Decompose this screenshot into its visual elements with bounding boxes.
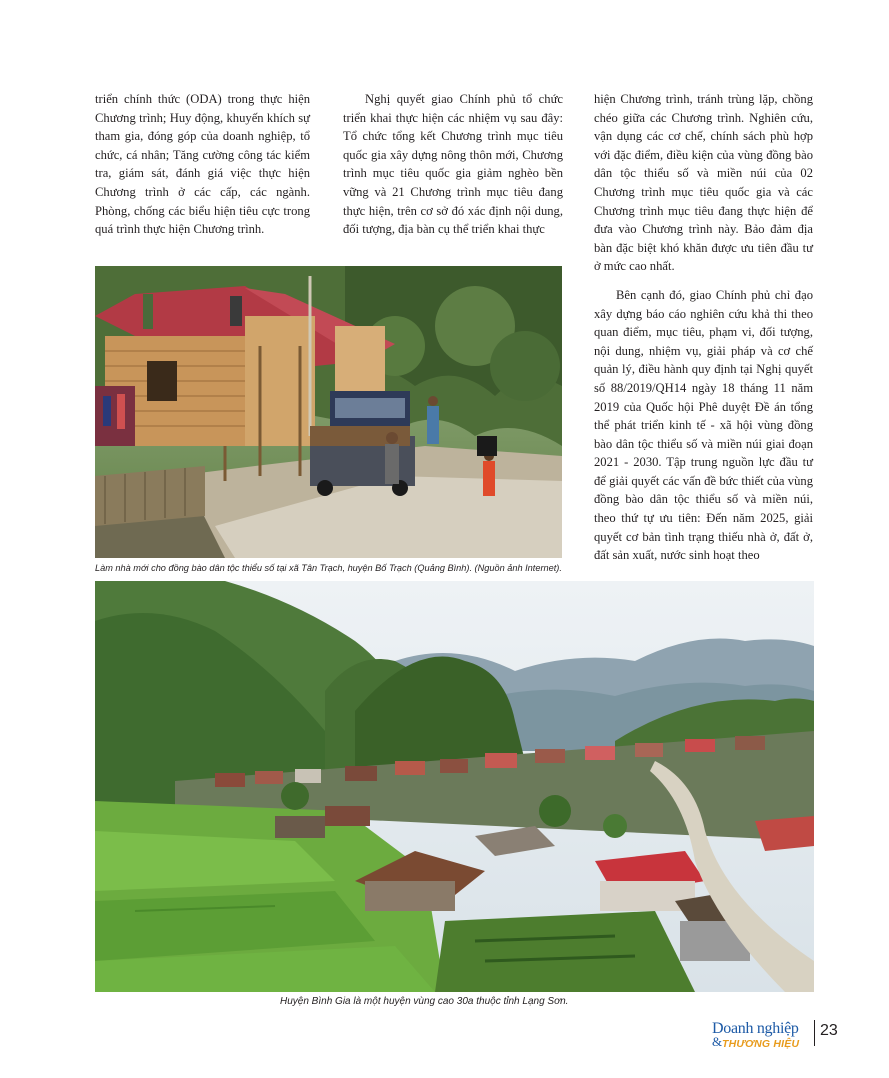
magazine-logo [712, 1020, 812, 1054]
col2-paragraph-1: Nghị quyết giao Chính phủ tổ chức triển khai thực hiện các nhiệm vụ sau đây: Tổ chức tổng kết Chương trình mục tiêu quốc gia xây dựng nông thôn mới, Chương trình mục tiêu quốc gia giảm nghèo bền vững và 21 Chương trình mục tiêu đang thực hiện, trên cơ sở đó xác định nội dung, đối tượng, địa bàn cụ thể triển khai thực [343, 92, 563, 237]
logo-ampersand: & [712, 1034, 723, 1049]
logo-line2: THƯƠNG HIỆU [722, 1038, 800, 1050]
col1-paragraph-1: triển chính thức (ODA) trong thực hiện Chương trình; Huy động, khuyến khích sự tham gia, đóng góp của doanh nghiệp, tổ chức, cá nhân; Tăng cường công tác kiểm tra, giám sát, đánh giá việc thực hiện Chương trình ở các cấp, các ngành. Phòng, chống các biểu hiện tiêu cực trong quá trình thực hiện Chương trình. [95, 92, 310, 237]
logo-line1: Doanh nghiệp [712, 1020, 799, 1037]
footer-divider [814, 1020, 815, 1046]
text-column-1 [95, 90, 310, 239]
col3-paragraph-2: Bên cạnh đó, giao Chính phủ chỉ đạo xây dựng báo cáo nghiên cứu khả thi theo quan điểm, mục tiêu, phạm vi, đối tượng, nội dung, nhiệm vụ, giải pháp và cơ chế quản lý, điều hành quy định tại Nghị quyết số 88/2019/QH14 ngày 18 tháng 11 năm 2019 của Quốc hội Phê duyệt Đề án tổng thể phát triển kinh tế - xã hội vùng đồng bào dân tộc thiểu số và miền núi giai đoạn 2021 - 2030. Tập trung nguồn lực đầu tư để giải quyết các vấn đề bức thiết của vùng đồng bào dân tộc thiểu số và miền núi, theo thứ tự ưu tiên: Đến năm 2025, giải quyết cơ bản tình trạng thiếu nhà ở, đất ở, đất sản xuất, nước sinh hoạt theo [594, 287, 813, 563]
binh-gia-valley-photo [95, 581, 814, 992]
page-number: 23 [820, 1022, 838, 1039]
top-photo-caption: Làm nhà mới cho đồng bào dân tộc thiểu số tại xã Tân Trạch, huyện Bố Trạch (Quảng Bình). (Nguồn ảnh Internet). [95, 563, 562, 573]
text-column-3 [594, 90, 813, 565]
col3-paragraph-1: hiện Chương trình, tránh trùng lặp, chồng chéo giữa các Chương trình. Nghiên cứu, vận dụng các cơ chế, chính sách phù hợp với đặc điểm, điều kiện của vùng đồng bào dân tộc thiểu số và miền núi của 02 Chương trình mục tiêu quốc gia và các Chương trình mục tiêu đang thực hiện để đưa vào Chương trình này. Bảo đảm địa bàn đặc biệt khó khăn được ưu tiên đầu tư ở mức cao nhất. [594, 92, 813, 274]
house-building-photo [95, 266, 562, 558]
bottom-photo-caption: Huyện Bình Gia là một huyện vùng cao 30a thuộc tỉnh Lạng Sơn. [280, 996, 569, 1007]
text-column-2 [343, 90, 563, 239]
